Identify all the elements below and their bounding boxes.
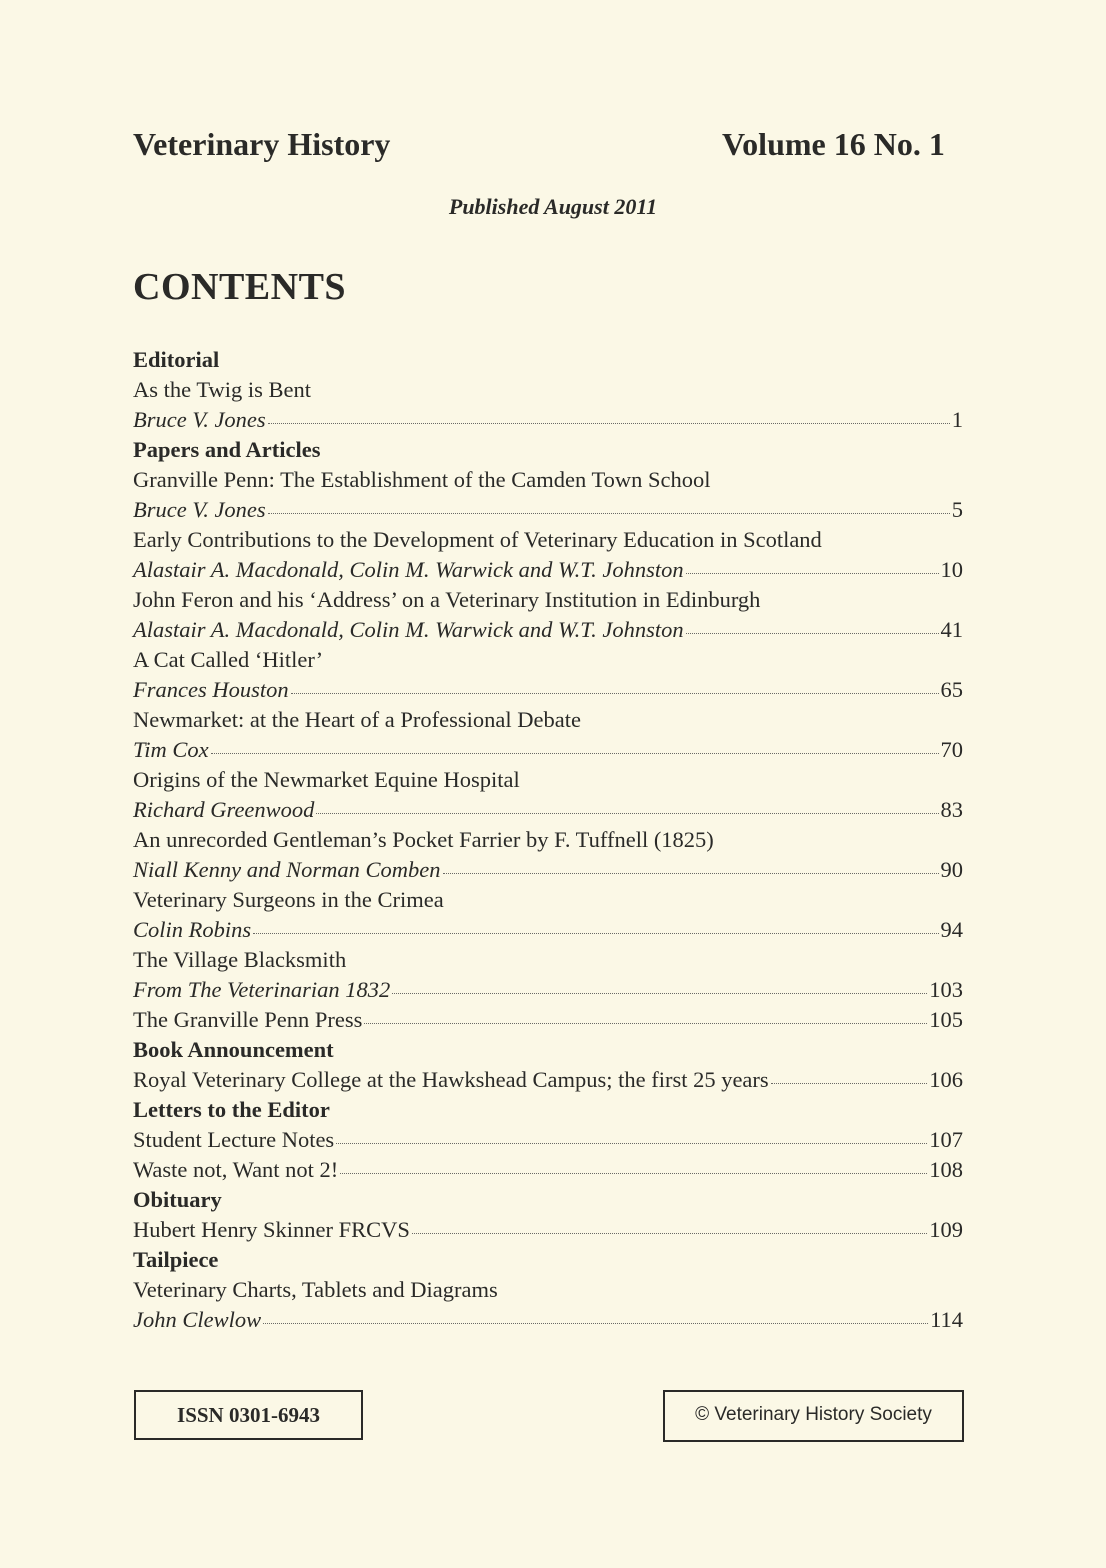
toc-entry	[133, 975, 963, 1005]
toc-entry	[133, 1125, 963, 1155]
toc-article-title: Origins of the Newmarket Equine Hospital	[133, 767, 520, 792]
toc-section-heading: Book Announcement	[133, 1037, 334, 1062]
toc-article-title: Newmarket: at the Heart of a Professional Debate	[133, 707, 581, 732]
volume-number: Volume 16 No. 1	[722, 126, 945, 162]
toc-entry-title: Student Lecture Notes	[133, 1127, 335, 1152]
toc-article-title: Granville Penn: The Establishment of the Camden Town School	[133, 467, 711, 492]
dot-leader	[340, 1173, 927, 1174]
toc-article-title: Veterinary Charts, Tablets and Diagrams	[133, 1277, 498, 1302]
dot-leader	[686, 573, 939, 574]
dot-leader	[268, 513, 950, 514]
toc-page-number: 106	[929, 1067, 963, 1092]
toc-entry	[133, 855, 963, 885]
toc-section-heading: Letters to the Editor	[133, 1097, 330, 1122]
toc-entry	[133, 1155, 963, 1185]
toc-page-number: 70	[940, 737, 963, 762]
toc-article-title: Early Contributions to the Development of Veterinary Education in Scotland	[133, 527, 822, 552]
toc-article-title: As the Twig is Bent	[133, 377, 312, 402]
dot-leader	[443, 873, 939, 874]
toc-entry-title: Waste not, Want not 2!	[133, 1157, 339, 1182]
toc-page-number: 83	[940, 797, 963, 822]
toc-page-number: 109	[929, 1217, 963, 1242]
copyright-box: © Veterinary History Society	[663, 1390, 964, 1442]
dot-leader	[253, 933, 938, 934]
toc-entry-title: Hubert Henry Skinner FRCVS	[133, 1217, 410, 1242]
toc-author: Colin Robins	[133, 917, 252, 942]
toc-entry	[133, 1215, 963, 1245]
dot-leader	[771, 1083, 928, 1084]
toc-author: Bruce V. Jones	[133, 407, 266, 432]
dot-leader	[364, 1023, 927, 1024]
publication-date: Published August 2011	[448, 194, 658, 219]
dot-leader	[392, 993, 927, 994]
toc-page-number: 108	[929, 1157, 963, 1182]
toc-page-number: 105	[929, 1007, 963, 1032]
toc-section-heading: Editorial	[133, 347, 220, 372]
dot-leader	[263, 1323, 928, 1324]
toc-author: Alastair A. Macdonald, Colin M. Warwick and W.T. Johnston	[133, 557, 684, 582]
toc-page-number: 90	[940, 857, 963, 882]
dot-leader	[268, 423, 950, 424]
toc-entry	[133, 405, 963, 435]
toc-author: John Clewlow	[133, 1307, 262, 1332]
toc-page-number: 94	[940, 917, 963, 942]
toc-section-heading: Obituary	[133, 1187, 222, 1212]
toc-author: From The Veterinarian 1832	[133, 977, 391, 1002]
toc-article-title: An unrecorded Gentleman’s Pocket Farrier by F. Tuffnell (1825)	[133, 827, 714, 852]
toc-author: Alastair A. Macdonald, Colin M. Warwick and W.T. Johnston	[133, 617, 684, 642]
toc-article-title: A Cat Called ‘Hitler’	[133, 647, 324, 672]
toc-page-number: 1	[951, 407, 963, 432]
toc-author: Frances Houston	[133, 677, 289, 702]
toc-entry	[133, 1305, 963, 1335]
toc-author: Bruce V. Jones	[133, 497, 266, 522]
toc-author: Niall Kenny and Norman Comben	[133, 857, 441, 882]
toc-entry	[133, 675, 963, 705]
toc-entry	[133, 615, 963, 645]
table-of-contents	[133, 345, 963, 1335]
toc-page-number: 114	[930, 1307, 963, 1332]
dot-leader	[211, 753, 939, 754]
toc-article-title: The Village Blacksmith	[133, 947, 347, 972]
toc-entry	[133, 795, 963, 825]
toc-entry	[133, 555, 963, 585]
toc-page-number: 5	[951, 497, 963, 522]
toc-entry-title: The Granville Penn Press	[133, 1007, 363, 1032]
toc-entry	[133, 1005, 963, 1035]
toc-page-number: 65	[940, 677, 963, 702]
dot-leader	[412, 1233, 927, 1234]
toc-page-number: 10	[940, 557, 963, 582]
issn-box: ISSN 0301-6943	[134, 1390, 363, 1440]
dot-leader	[686, 633, 939, 634]
toc-article-title: John Feron and his ‘Address’ on a Veterinary Institution in Edinburgh	[133, 587, 761, 612]
toc-author: Richard Greenwood	[133, 797, 315, 822]
dot-leader	[291, 693, 939, 694]
contents-heading: CONTENTS	[133, 266, 347, 308]
toc-page-number: 103	[929, 977, 963, 1002]
dot-leader	[316, 813, 938, 814]
toc-page-number: 41	[940, 617, 963, 642]
toc-entry	[133, 915, 963, 945]
toc-entry	[133, 495, 963, 525]
dot-leader	[336, 1143, 927, 1144]
toc-section-heading: Papers and Articles	[133, 437, 321, 462]
toc-entry	[133, 1065, 963, 1095]
toc-page-number: 107	[929, 1127, 963, 1152]
journal-title: Veterinary History	[133, 126, 391, 162]
toc-section-heading: Tailpiece	[133, 1247, 219, 1272]
toc-article-title: Veterinary Surgeons in the Crimea	[133, 887, 444, 912]
toc-entry	[133, 735, 963, 765]
toc-entry-title: Royal Veterinary College at the Hawkshead Campus; the first 25 years	[133, 1067, 769, 1092]
toc-author: Tim Cox	[133, 737, 209, 762]
